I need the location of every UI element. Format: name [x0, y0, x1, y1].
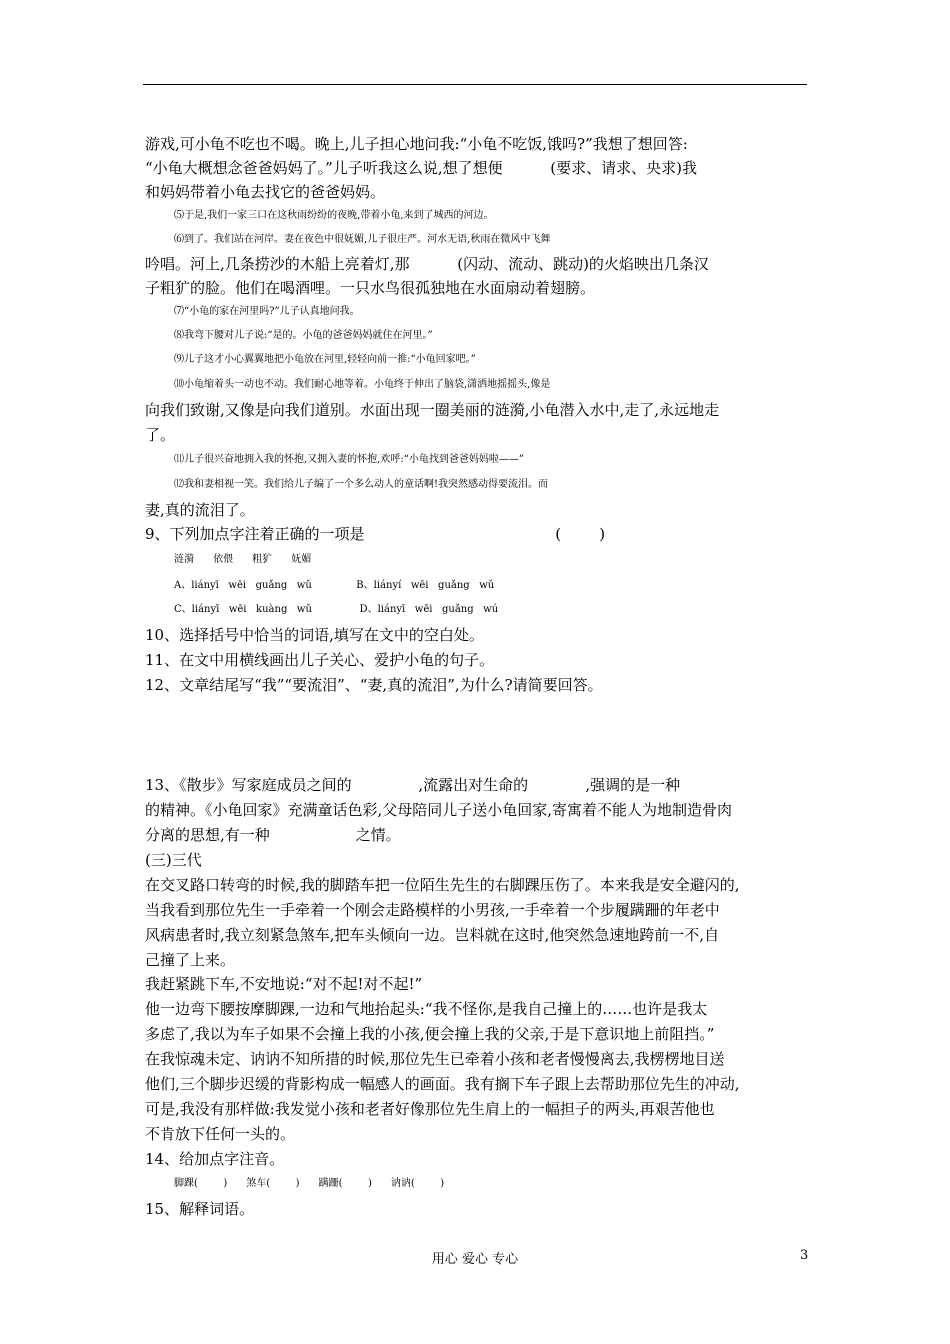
text-line: 当我看到那位先生一手牵着一个刚会走路模样的小男孩,一手牵着一个步履蹒跚的年老中 — [145, 901, 720, 919]
text-line: 可是,我没有那样做:我发觉小孩和老者好像那位先生肩上的一幅担子的两头,再艰苦他也 — [145, 1100, 715, 1118]
text-line: 分离的思想,有一种 之情。 — [145, 826, 401, 844]
text-line: 妻,真的流泪了。 — [145, 501, 255, 519]
text-line: ⑾儿子很兴奋地拥入我的怀抱,又拥入妻的怀抱,欢呼:“小龟找到爸爸妈妈啦——” — [174, 454, 524, 465]
text-line: 和妈妈带着小龟去找它的爸爸妈妈。 — [145, 183, 386, 201]
question-11: 11、在文中用横线画出儿子关心、爱护小龟的句子。 — [145, 651, 495, 669]
text-line: 不肯放下任何一头的。 — [145, 1125, 296, 1143]
text-line: ⑽小龟缩着头一动也不动。我们耐心地等着。小龟终于伸出了脑袋,潇洒地摇摇头,像是 — [174, 379, 551, 390]
text-line: ⑻我弯下腰对儿子说:“是的。小龟的爸爸妈妈就住在河里。” — [174, 330, 433, 341]
text-line: 己撞了上来。 — [145, 951, 236, 969]
text-line: ⑹到了。我们站在河岸。妻在夜色中很妩媚,儿子很庄严。河水无语,秋雨在微风中飞舞 — [174, 234, 551, 245]
option-row-ab: A、liányī wēi guǎng wǔ B、liányí wēi guǎng wǔ — [174, 580, 495, 591]
text-line: “小龟大概想念爸爸妈妈了。”儿子听我这么说,想了想便 (要求、请求、央求)我 — [145, 159, 697, 177]
question-10: 10、选择括号中恰当的词语,填写在文中的空白处。 — [145, 626, 484, 644]
question-14-blanks: 脚踝( ) 煞车( ) 蹒跚( ) 讷讷( ) — [174, 1178, 445, 1189]
text-line: 我赶紧跳下车,不安地说:“对不起!对不起!” — [145, 975, 423, 993]
question-9: 9、下列加点字注着正确的一项是 ( ) — [145, 525, 606, 543]
header-rule — [143, 84, 807, 85]
text-line: ⑼儿子这才小心翼翼地把小龟放在河里,轻轻向前一推:“小龟回家吧。” — [174, 354, 476, 365]
page-number: 3 — [800, 1248, 809, 1263]
text-line: ⑺“小龟的家在河里吗?”儿子认真地问我。 — [174, 306, 360, 317]
text-line: 在我惊魂未定、讷讷不知所措的时候,那位先生已牵着小孩和老者慢慢离去,我楞楞地目送 — [145, 1050, 725, 1068]
question-14: 14、给加点字注音。 — [145, 1150, 285, 1168]
text-line: 吟唱。河上,几条捞沙的木船上亮着灯,那 (闪动、流动、跳动)的火焰映出几条汉 — [145, 255, 709, 273]
option-row-cd: C、liányī wēi kuàng wǔ D、liányī wēi guǎng wú — [174, 604, 499, 615]
text-line: ⑿我和妻相视一笑。我们给儿子编了一个多么动人的童话啊!我突然感动得要流泪。而 — [174, 479, 549, 490]
text-line: 子粗犷的脸。他们在喝酒哩。一只水鸟很孤独地在水面扇动着翅膀。 — [145, 279, 596, 297]
text-line: ⑸于是,我们一家三口在这秋雨纷纷的夜晚,带着小龟,来到了城西的河边。 — [174, 210, 494, 221]
question-9-words: 涟漪 依偎 粗犷 妩媚 — [174, 554, 312, 565]
text-line: 多虑了,我以为车子如果不会撞上我的小孩,便会撞上我的父亲,于是下意识地上前阻挡。” — [145, 1025, 715, 1043]
page-footer: 用心 爱心 专心 — [431, 1252, 519, 1267]
text-line: 的精神。《小龟回家》充满童话色彩,父母陪同儿子送小龟回家,寄寓着不能人为地制造骨肉 — [145, 801, 733, 819]
text-line: 他们,三个脚步迟缓的背影构成一幅感人的画面。我有搁下车子跟上去帮助那位先生的冲动, — [145, 1075, 740, 1093]
text-line: 了。 — [145, 426, 176, 444]
text-line: 在交叉路口转弯的时候,我的脚踏车把一位陌生先生的右脚踝压伤了。本来我是安全避闪的, — [145, 876, 740, 894]
text-line: 游戏,可小龟不吃也不喝。晚上,儿子担心地问我:“小龟不吃饭,饿吗?”我想了想回答: — [145, 135, 688, 153]
text-line: 向我们致谢,又像是向我们道别。水面出现一圈美丽的涟漪,小龟潜入水中,走了,永远地走 — [145, 401, 720, 419]
question-13: 13、《散步》写家庭成员之间的 ,流露出对生命的 ,强调的是一种 — [145, 776, 681, 794]
text-line: 他一边弯下腰按摩脚踝,一边和气地抬起头:“我不怪你,是我自己撞上的……也许是我太 — [145, 1000, 708, 1018]
question-15: 15、解释词语。 — [145, 1200, 255, 1218]
section-title: (三)三代 — [145, 851, 202, 869]
text-line: 风病患者时,我立刻紧急煞车,把车头倾向一边。岂料就在这时,他突然急速地跨前一不,自 — [145, 926, 720, 944]
question-12: 12、文章结尾写“我”“要流泪”、“妻,真的流泪”,为什么?请简要回答。 — [145, 676, 603, 694]
